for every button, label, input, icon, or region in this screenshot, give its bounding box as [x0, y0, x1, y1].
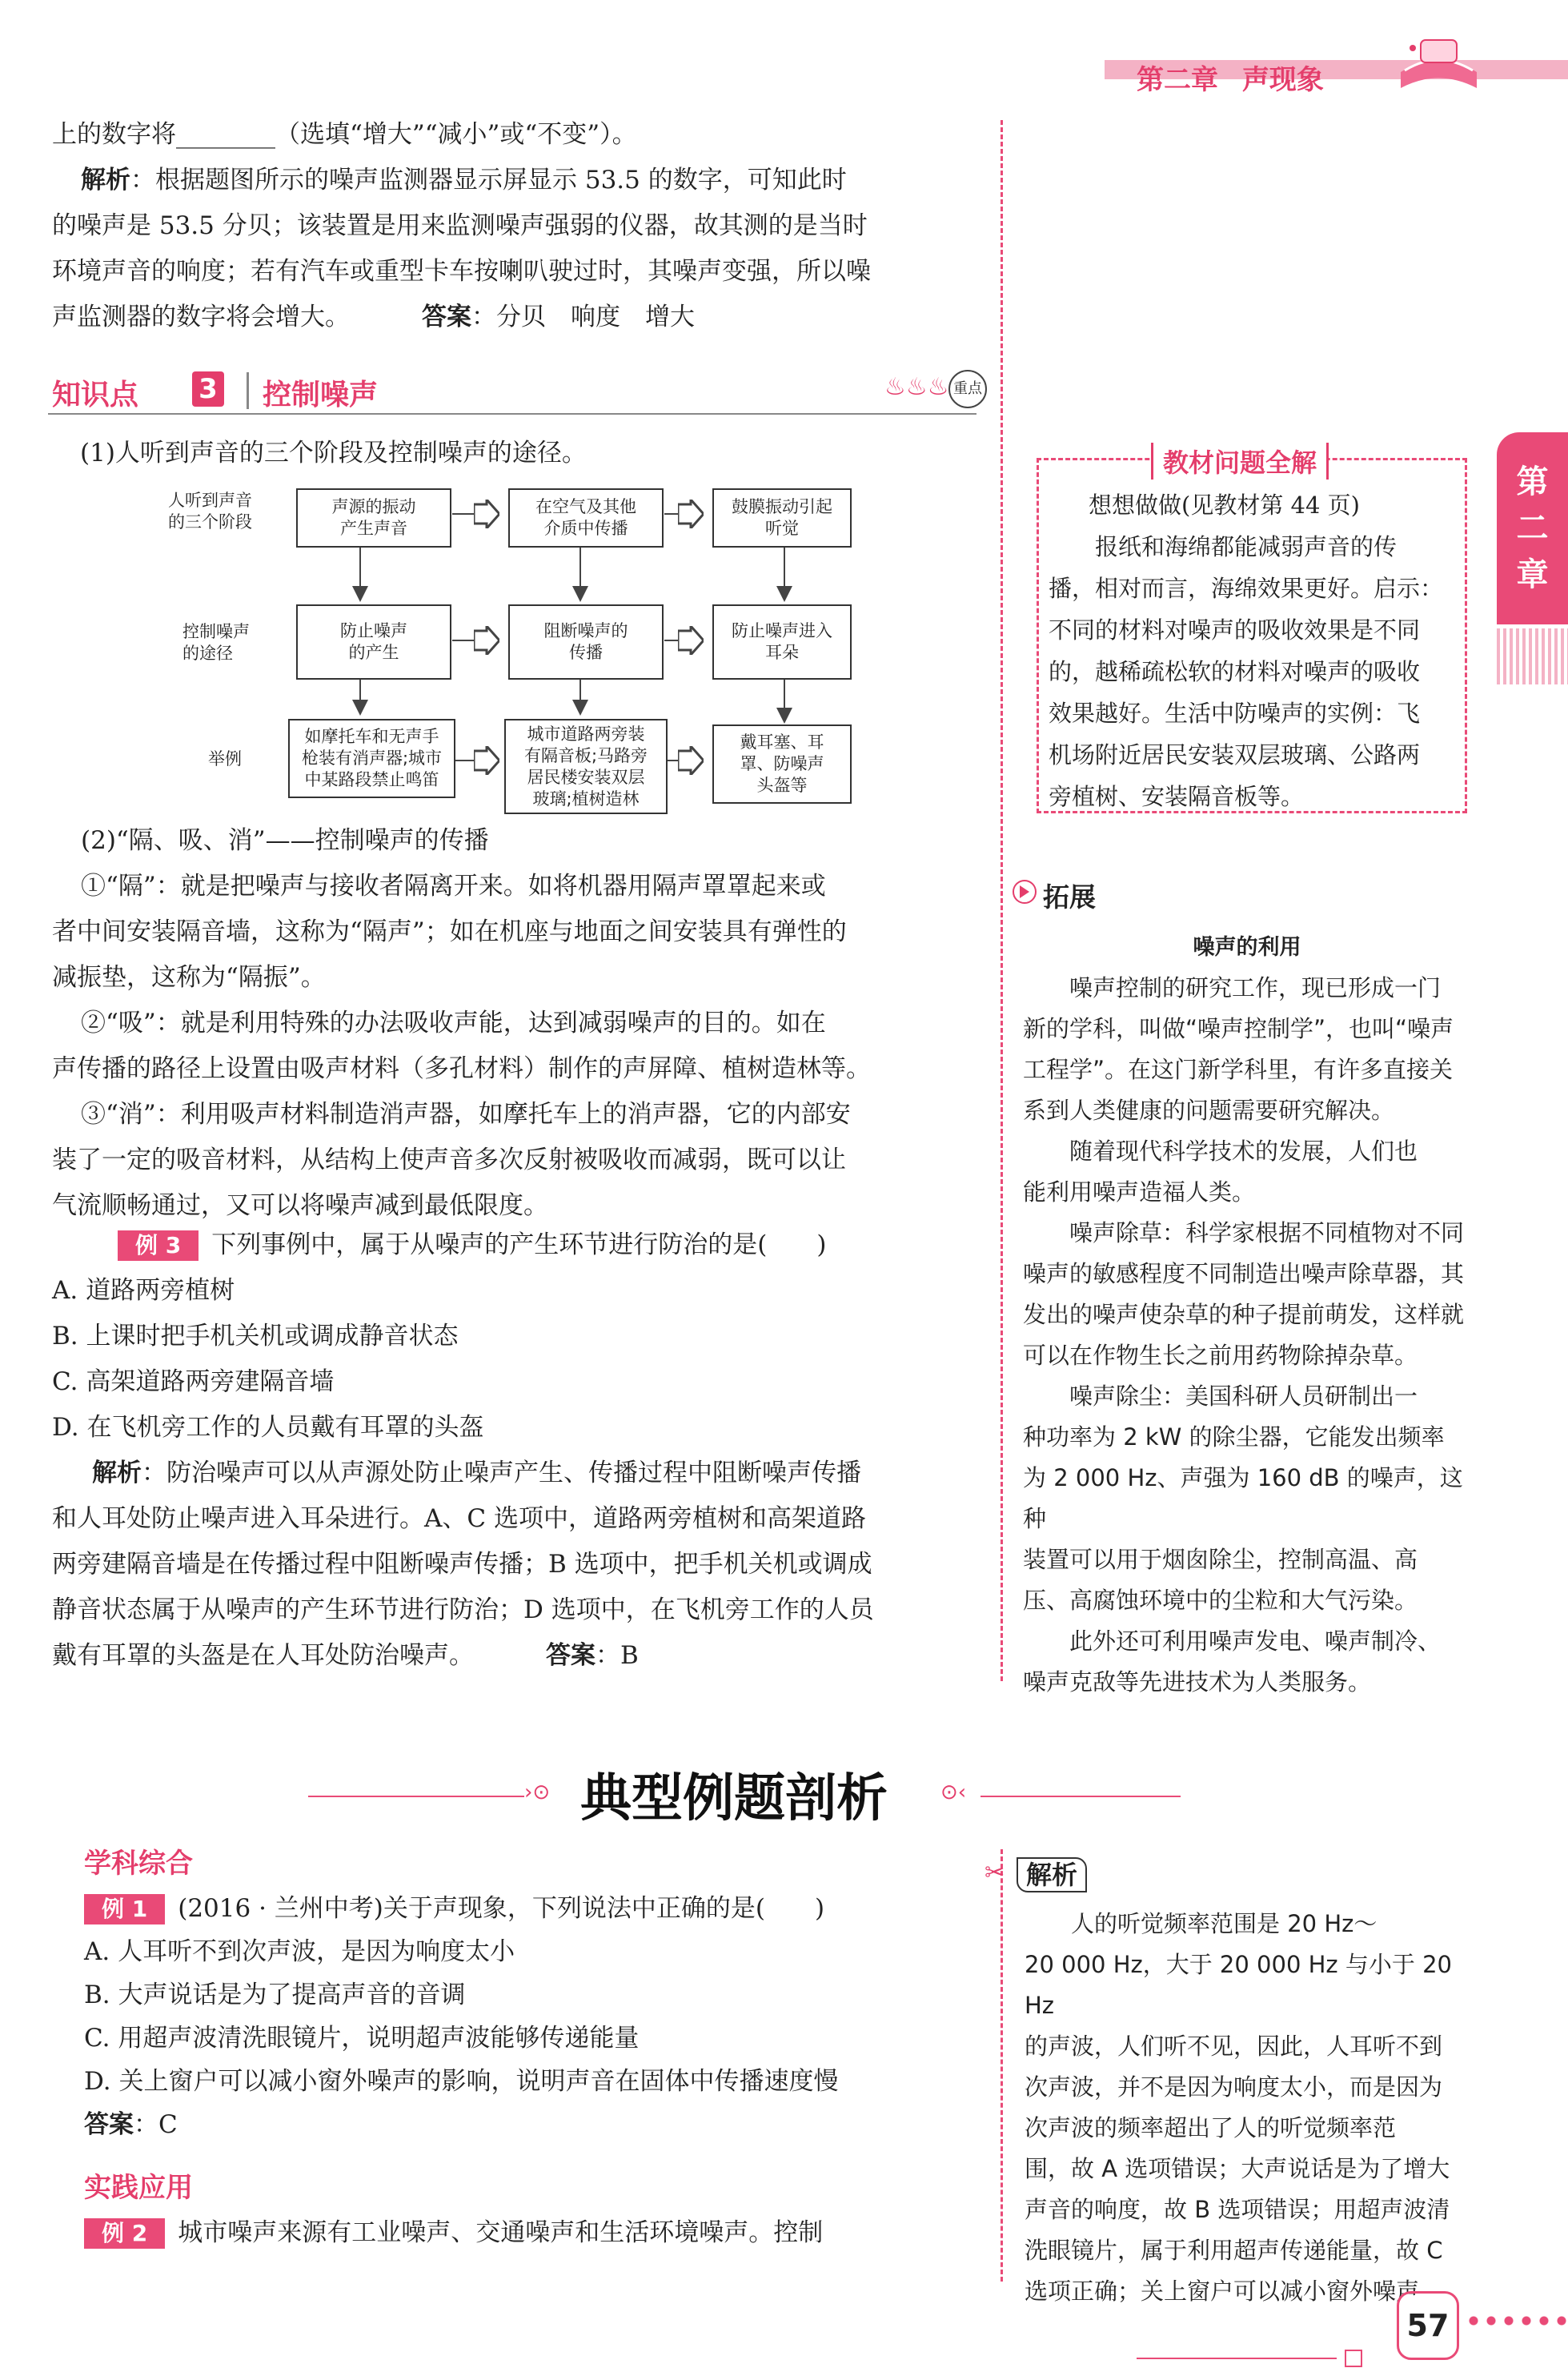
analysis-text: 两旁建隔音墙是在传播过程中阻断噪声传播；B 选项中，把手机关机或调成 — [52, 1550, 872, 1579]
analysis-text: 戴有耳罩的头盔是在人耳处防治噪声。 — [52, 1641, 474, 1670]
extension-heading-text: 拓展 — [1043, 881, 1096, 913]
analysis-text: 的噪声是 53.5 分贝；该装置是用来监测噪声强弱的仪器，故其测的是当时 — [52, 211, 868, 240]
banner-line-right — [981, 1796, 1181, 1797]
answer-text: ：C — [134, 2110, 178, 2139]
textbook-text: 播，相对而言，海绵效果更好。启示： — [1049, 575, 1444, 602]
flow-box: 在空气及其他 介质中传播 — [508, 488, 664, 548]
question-text: 城市噪声来源有工业噪声、交通噪声和生活环境噪声。控制 — [178, 2218, 824, 2247]
ge-text: 减振垫，这称为“隔振”。 — [52, 963, 326, 992]
textbook-text: 的，越稀疏松软的材料对噪声的吸收 — [1049, 658, 1421, 685]
example-tag: 例 3 — [118, 1230, 199, 1261]
answer-text: ：B — [596, 1641, 639, 1670]
scissors-icon: ✂ — [985, 1859, 1005, 1887]
section-title: 实践应用 — [84, 2172, 193, 2204]
analysis-text: 和人耳处防止噪声进入耳朵进行。A、C 选项中，道路两旁植树和高架道路 — [52, 1504, 866, 1533]
answer-label: 答案 — [546, 1641, 596, 1670]
triangle-icon-inner — [1020, 885, 1029, 898]
flow-box: 防止噪声 的产生 — [296, 604, 451, 680]
jiexi-body — [1025, 1904, 1473, 2312]
extension-text: 噪声除尘：美国科研人员研制出一 — [1023, 1383, 1418, 1410]
textbook-text: 报纸和海绵都能减弱声音的传 — [1049, 533, 1398, 560]
jiexi-text: 选项正确；关上窗户可以减小窗外噪声 — [1025, 2278, 1420, 2305]
analysis-text: 静音状态属于从噪声的产生环节进行防治；D 选项中，在飞机旁工作的人员 — [52, 1595, 874, 1624]
banner-arrow-icon: ›⊙ — [524, 1780, 551, 1804]
example-3-analysis — [52, 1451, 993, 1496]
extension-text: 压、高腐蚀环境中的尘粒和大气污染。 — [1023, 1587, 1418, 1614]
extension-text: 噪声除草：科学家根据不同植物对不同 — [1023, 1219, 1465, 1246]
page-number-box — [1397, 2291, 1459, 2360]
key-point-badge: 重点 — [948, 370, 987, 408]
footer-dots — [1465, 2315, 1568, 2326]
analysis-line — [52, 295, 989, 340]
option-d[interactable]: D. 关上窗户可以减小窗外噪声的影响，说明声音在固体中传播速度慢 — [84, 2067, 839, 2096]
extension-text: 噪声的敏感程度不同制造出噪声除草器，其 — [1023, 1260, 1465, 1287]
banner-line-left — [308, 1796, 524, 1797]
option-c[interactable]: C. 用超声波清洗眼镜片，说明超声波能够传递能量 — [84, 2024, 640, 2053]
banner-arrow-icon: ⊙‹ — [940, 1780, 967, 1804]
example-3 — [52, 1222, 993, 1679]
extension-text: 种功率为 2 kW 的除尘器，它能发出频率 — [1023, 1423, 1445, 1451]
header-divider — [247, 372, 249, 409]
analysis-label: 解析 — [81, 166, 130, 195]
flow-box: 防止噪声进入 耳朵 — [712, 604, 852, 680]
answer-text: ：分贝 响度 增大 — [471, 303, 695, 331]
footer-line — [1137, 2358, 1337, 2359]
xi-text: ②“吸”：就是利用特殊的办法吸收声能，达到减弱噪声的目的。如在 — [81, 1009, 826, 1037]
jiexi-text: 人的听觉频率范围是 20 Hz～ — [1025, 1910, 1378, 1937]
jiexi-text: 次声波的频率超出了人的听觉频率范 — [1025, 2114, 1397, 2141]
analysis-line — [52, 158, 989, 203]
flow-row-label: 举例 — [208, 749, 242, 769]
ge-text: 者中间安装隔音墙，这称为“隔声”；如在机座与地面之间安装具有弹性的 — [52, 917, 847, 946]
extension-text: 随着现代科学技术的发展，人们也 — [1023, 1138, 1418, 1165]
extension-text: 新的学科，叫做“噪声控制学”，也叫“噪声 — [1023, 1015, 1454, 1042]
answer-label: 答案 — [84, 2110, 134, 2139]
question-text: (2016 · 兰州中考)关于声现象，下列说法中正确的是( ) — [178, 1894, 825, 1923]
book-logo-icon — [1397, 32, 1481, 96]
analysis-label: 解析 — [92, 1459, 142, 1487]
extension-text: 发出的噪声使杂草的种子提前萌发，这样就 — [1023, 1301, 1465, 1328]
difficulty-flames-icon: ♨♨♨ — [884, 373, 949, 401]
ge-text: ①“隔”：就是把噪声与接收者隔离开来。如将机器用隔声罩罩起来或 — [81, 872, 826, 901]
textbook-text: 不同的材料对噪声的吸收效果是不同 — [1049, 616, 1421, 644]
example-3-question — [52, 1222, 993, 1268]
flow-box: 戴耳塞、耳 罩、防噪声 头盔等 — [712, 724, 852, 804]
section-title: 学科综合 — [84, 1848, 193, 1880]
control-methods — [52, 818, 993, 1229]
flow-row-label: 控制噪声 的途径 — [182, 622, 250, 663]
analysis-text: 环境声音的响度；若有汽车或重型卡车按喇叭驶过时，其噪声变强，所以噪 — [52, 257, 871, 286]
answer-label: 答案 — [422, 303, 471, 331]
flow-box: 如摩托车和无声手 枪装有消声器;城市 中某路段禁止鸣笛 — [288, 719, 455, 798]
extension-title: 噪声的利用 — [1193, 935, 1301, 960]
example-tag: 例 1 — [84, 1894, 165, 1924]
example-tag: 例 2 — [84, 2218, 165, 2249]
chapter-title: 声现象 — [1241, 64, 1324, 96]
side-tab-stripes — [1497, 628, 1568, 684]
analysis-text: 声监测器的数字将会增大。 — [52, 303, 350, 331]
flow-box: 阻断噪声的 传播 — [508, 604, 664, 680]
textbook-box — [1037, 448, 1467, 813]
side-tab-char: 章 — [1516, 556, 1549, 593]
typical-banner: 典型例题剖析 — [580, 1769, 888, 1828]
jiexi-text: 次声波，并不是因为响度太小，而是因为 — [1025, 2073, 1443, 2101]
side-tab-char: 二 — [1516, 510, 1549, 547]
knowledge-prefix: 知识点 — [52, 379, 139, 411]
typical-left — [84, 1841, 989, 2254]
option-b[interactable]: B. 大声说话是为了提高声音的音调 — [84, 1981, 466, 2009]
option-d[interactable]: D. 在飞机旁工作的人员戴有耳罩的头盔 — [52, 1413, 484, 1442]
xi-text: 声传播的路径上设置由吸声材料（多孔材料）制作的声屏障、植树造林等。 — [52, 1054, 871, 1083]
analysis-text: ：防治噪声可以从声源处防止噪声产生、传播过程中阻断噪声传播 — [142, 1459, 861, 1487]
flow-box: 鼓膜振动引起 听觉 — [712, 488, 852, 548]
jiexi-text: 围，故 A 选项错误；大声说话是为了增大 — [1025, 2155, 1450, 2182]
jiexi-text: 20 000 Hz，大于 20 000 Hz 与小于 20 Hz — [1025, 1951, 1452, 2019]
extension-text: 此外还可利用噪声发电、噪声制冷、 — [1023, 1627, 1442, 1655]
question-text: 下列事例中，属于从噪声的产生环节进行防治的是( ) — [211, 1230, 827, 1259]
flow-row-label: 人听到声音 的三个阶段 — [168, 491, 252, 532]
flow-box: 声源的振动 产生声音 — [296, 488, 451, 548]
item-2: (2)“隔、吸、消”——控制噪声的传播 — [81, 826, 489, 855]
extension-text: 系到人类健康的问题需要研究解决。 — [1023, 1097, 1395, 1124]
chapter-number: 第二章 — [1137, 64, 1218, 96]
flowchart — [168, 480, 848, 817]
textbook-text: 效果越好。生活中防噪声的实例：飞 — [1049, 700, 1421, 727]
textbook-text: 机场附近居民安装双层玻璃、公路两 — [1049, 741, 1421, 769]
example-3-answer-line — [52, 1633, 993, 1679]
jiexi-text: 声音的响度，故 B 选项错误；用超声波清 — [1025, 2196, 1450, 2223]
footer-square-icon — [1345, 2350, 1362, 2367]
flow-box: 城市道路两旁装 有隔音板;马路旁 居民楼安装双层 玻璃;植树造林 — [504, 719, 668, 814]
option-a[interactable]: A. 道路两旁植树 — [52, 1276, 235, 1305]
example-1-answer — [84, 2103, 989, 2146]
xiao-text: 装了一定的吸音材料，从结构上使声音多次反射被吸收而减弱，既可以让 — [52, 1146, 846, 1174]
fill-line: 上的数字将________（选填“增大”“减小”或“不变”）。 — [52, 120, 637, 149]
typical-divider — [1001, 1849, 1003, 2282]
jiexi-text: 的声波，人们听不见，因此，人耳听不到 — [1025, 2033, 1443, 2060]
chapter-side-tab — [1497, 432, 1568, 624]
column-divider — [1001, 120, 1003, 1681]
extension-text: 能利用噪声造福人类。 — [1023, 1178, 1256, 1206]
extension-text: 工程学”。在这门新学科里，有许多直接关 — [1023, 1056, 1454, 1083]
extension-text: 装置可以用于烟囱除尘，控制高温、高 — [1023, 1546, 1418, 1573]
extension-body — [1023, 927, 1471, 1703]
textbook-subtitle: 想想做做(见教材第 44 页) — [1089, 492, 1360, 519]
top-section — [52, 112, 989, 340]
knowledge-title: 控制噪声 — [263, 379, 379, 411]
chapter-label — [1137, 58, 1324, 97]
option-a[interactable]: A. 人耳听不到次声波，是因为响度太小 — [84, 1937, 515, 1966]
jiexi-label: 解析 — [1017, 1857, 1087, 1892]
side-tab-char: 第 — [1516, 464, 1549, 500]
extension-text: 可以在作物生长之前用药物除掉杂草。 — [1023, 1342, 1418, 1369]
analysis-text: ：根据题图所示的噪声监测器显示屏显示 53.5 的数字，可知此时 — [130, 166, 847, 195]
textbook-text: 旁植树、安装隔音板等。 — [1049, 783, 1305, 810]
example-2-question — [84, 2211, 989, 2254]
knowledge-point-header — [48, 368, 982, 415]
example-1-question — [84, 1887, 989, 1930]
option-b[interactable]: B. 上课时把手机关机或调成静音状态 — [52, 1322, 459, 1351]
extension-text: 噪声克敌等先进技术为人类服务。 — [1023, 1668, 1372, 1696]
knowledge-number: 3 — [192, 371, 224, 407]
extension-text: 噪声控制的研究工作，现已形成一门 — [1023, 974, 1442, 1001]
jiexi-text: 洗眼镜片，属于利用超声传递能量，故 C — [1025, 2237, 1443, 2264]
item-1: (1)人听到声音的三个阶段及控制噪声的途径。 — [80, 439, 587, 468]
xiao-text: 气流顺畅通过，又可以将噪声减到最低限度。 — [52, 1191, 548, 1220]
extension-text: 为 2 000 Hz、声强为 160 dB 的噪声，这种 — [1023, 1464, 1463, 1532]
page-number: 57 — [1406, 2308, 1450, 2343]
option-c[interactable]: C. 高架道路两旁建隔音墙 — [52, 1367, 335, 1396]
textbook-title: 教材问题全解 — [1151, 443, 1329, 480]
xiao-text: ③“消”：利用吸声材料制造消声器，如摩托车上的消声器，它的内部安 — [81, 1100, 851, 1129]
